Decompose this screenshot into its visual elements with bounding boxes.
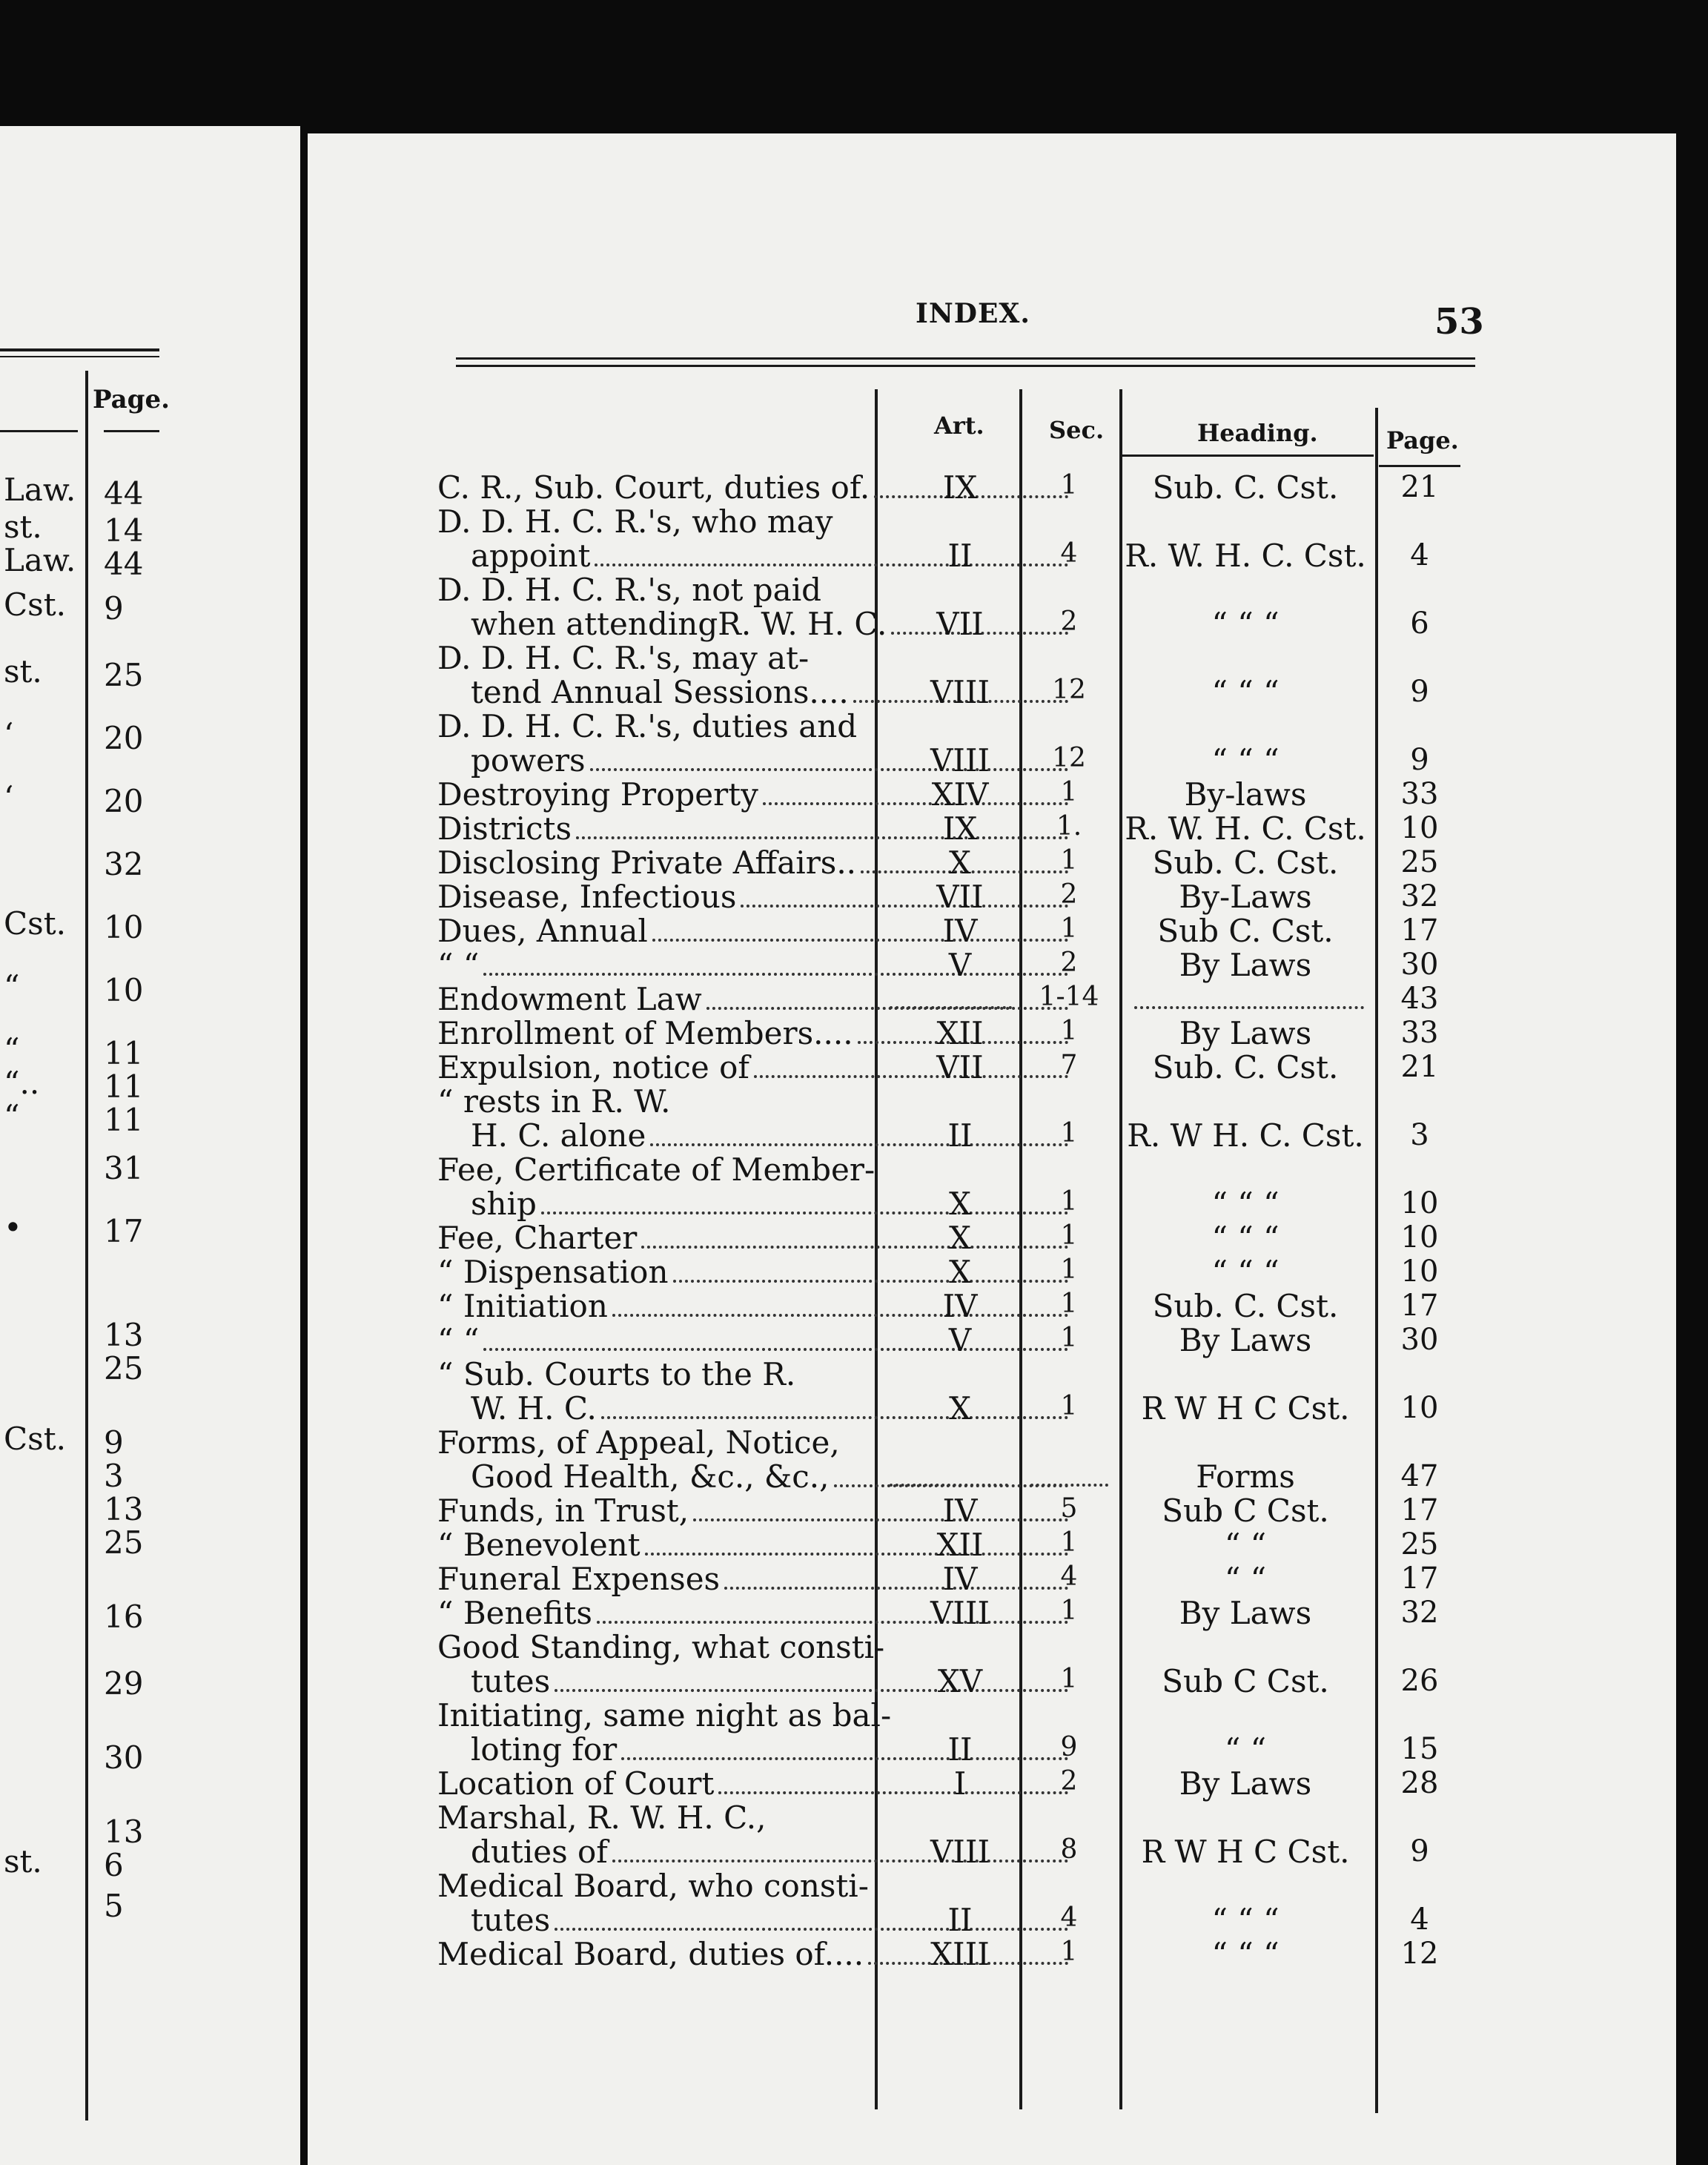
empty-sec-dots <box>1030 1484 1108 1487</box>
entry-heading: Sub. C. Cst. <box>1152 844 1339 881</box>
entry-text: Dues, Annual <box>437 913 648 949</box>
entry-text: Districts <box>437 810 572 847</box>
entry-art: VII <box>936 879 984 915</box>
entry-art: XIV <box>931 776 989 813</box>
entry-sec: 7 <box>1060 1050 1078 1080</box>
entry-sec: 1 <box>1060 1220 1078 1251</box>
left-row-page: 16 <box>104 1599 144 1635</box>
left-row-heading: “ <box>4 968 20 1005</box>
left-row-heading: • <box>4 1209 22 1246</box>
entry-heading: By Laws <box>1179 1765 1312 1802</box>
entry-heading: “ “ “ <box>1211 1936 1280 1972</box>
entry-page: 17 <box>1379 1564 1460 1593</box>
entry-page: 9 <box>1379 677 1460 707</box>
entry-sec: 9 <box>1060 1732 1078 1762</box>
empty-art-dots <box>890 1484 1008 1487</box>
entry-text: duties of <box>471 1834 608 1870</box>
entry-page: 25 <box>1379 847 1460 877</box>
entry-art: IV <box>942 1561 978 1597</box>
entry-line <box>437 1358 1071 1392</box>
entry-art: II <box>947 1902 973 1938</box>
entry-line <box>437 505 1071 539</box>
entry-heading: R. W. H. C. Cst. <box>1125 810 1366 847</box>
entry-text: Good Health, &c., &c., <box>471 1458 830 1495</box>
entry-sec: 1 <box>1060 1255 1078 1285</box>
entry-sec: 1 <box>1060 1289 1078 1319</box>
left-row-page: 10 <box>104 909 144 945</box>
top-rule <box>0 348 159 351</box>
header-rule-top <box>456 357 1475 360</box>
page-title: INDEX. <box>916 298 1030 329</box>
entry-text: ship <box>471 1186 537 1222</box>
left-row-page: 11 <box>104 1035 144 1071</box>
left-row-page: 13 <box>104 1317 144 1353</box>
left-row-page: 20 <box>104 720 144 756</box>
left-row-page: 13 <box>104 1814 144 1850</box>
entry-text: Expulsion, notice of <box>437 1049 749 1085</box>
entry-text: Endowment Law <box>437 981 702 1017</box>
entry-art: IV <box>942 1493 978 1529</box>
entry-heading: Sub C. Cst. <box>1157 913 1334 949</box>
entry-art: IX <box>942 469 978 506</box>
entry-heading: R. W H. C. Cst. <box>1127 1117 1364 1154</box>
top-rule-thin <box>0 356 159 357</box>
entry-page: 6 <box>1379 609 1460 638</box>
entry-art: XV <box>937 1663 983 1699</box>
entry-heading: R. W. H. C. Cst. <box>1125 538 1366 574</box>
left-row-heading: Law. <box>4 542 76 578</box>
left-row-page: 17 <box>104 1213 144 1249</box>
entry-page: 10 <box>1379 1393 1460 1423</box>
entry-heading: “ “ <box>1224 1731 1267 1768</box>
entry-text: Marshal, R. W. H. C., <box>437 1799 767 1836</box>
left-row-page: 25 <box>104 657 144 693</box>
entry-line <box>437 573 1071 607</box>
entry-sec: 2 <box>1060 948 1078 978</box>
entry-heading: Forms <box>1196 1458 1295 1495</box>
empty-art-dots <box>890 1006 1012 1009</box>
entry-text: loting for <box>471 1731 618 1768</box>
entry-text: “ Benefits <box>437 1595 592 1631</box>
entry-art: X <box>949 1390 971 1427</box>
entry-text: “ “ <box>437 947 480 983</box>
entry-heading: By-laws <box>1184 776 1307 813</box>
entry-line <box>437 710 1071 744</box>
entry-heading: “ “ “ <box>1211 606 1280 642</box>
entry-text: “ rests in R. W. <box>437 1083 671 1120</box>
column-rule-2 <box>104 430 159 432</box>
left-row-page: 10 <box>104 972 144 1008</box>
index-entry <box>437 982 1071 1017</box>
entry-art: VIII <box>930 674 990 710</box>
entry-page: 4 <box>1379 541 1460 570</box>
left-row-heading: Cst. <box>4 1421 66 1457</box>
entry-page: 15 <box>1379 1734 1460 1764</box>
entry-text: tend Annual Sessions.... <box>471 674 849 710</box>
entry-text: “ “ <box>437 1322 480 1358</box>
entry-heading: “ “ “ <box>1211 1254 1280 1290</box>
entry-page: 9 <box>1379 745 1460 775</box>
leader-dots <box>706 1007 1068 1010</box>
col-art-header: Art. <box>934 411 984 440</box>
left-row-page: 9 <box>104 590 124 627</box>
entry-sec: 2 <box>1060 606 1078 637</box>
entry-text: D. D. H. C. R.'s, who may <box>437 503 833 540</box>
entry-text: Disease, Infectious <box>437 879 737 915</box>
entry-text: Funds, in Trust, <box>437 1493 689 1529</box>
entry-line <box>437 1699 1071 1733</box>
entry-sec: 4 <box>1060 1561 1078 1592</box>
entry-heading: By Laws <box>1179 1595 1312 1631</box>
entry-text: tutes <box>471 1902 551 1938</box>
entry-sec: 2 <box>1060 879 1078 910</box>
left-row-heading: Law. <box>4 472 76 508</box>
left-row-heading: Cst. <box>4 905 66 942</box>
entry-text: tutes <box>471 1663 551 1699</box>
entry-page: 3 <box>1379 1120 1460 1150</box>
entry-text: Medical Board, duties of.... <box>437 1936 864 1972</box>
column-divider <box>85 371 88 2121</box>
left-row-page: 25 <box>104 1350 144 1386</box>
entry-text: D. D. H. C. R.'s, duties and <box>437 708 858 744</box>
entry-art: II <box>947 538 973 574</box>
entry-page: 47 <box>1379 1461 1460 1491</box>
left-row-heading: st. <box>4 509 42 545</box>
entry-line <box>437 982 1071 1017</box>
entry-text: Initiating, same night as bal- <box>437 1697 892 1733</box>
left-row-page: 44 <box>104 475 144 512</box>
entry-text: Funeral Expenses <box>437 1561 721 1597</box>
entry-sec: 12 <box>1052 675 1086 705</box>
entry-text: Disclosing Private Affairs.. <box>437 844 857 881</box>
entry-text: C. R., Sub. Court, duties of. <box>437 469 870 506</box>
entry-page: 17 <box>1379 1495 1460 1525</box>
entry-text: D. D. H. C. R.'s, not paid <box>437 572 822 608</box>
entry-text: Enrollment of Members.... <box>437 1015 853 1051</box>
entry-heading: By Laws <box>1179 1322 1312 1358</box>
entry-art: XIII <box>930 1936 990 1972</box>
entry-art: X <box>949 1254 971 1290</box>
entry-line <box>437 1460 1071 1495</box>
left-row-heading: st. <box>4 1843 42 1880</box>
entry-page: 9 <box>1379 1837 1460 1866</box>
entry-heading: “ “ “ <box>1211 1220 1280 1256</box>
entry-heading: Sub C Cst. <box>1162 1663 1329 1699</box>
left-row-page: 3 <box>104 1458 124 1494</box>
left-row-page: 31 <box>104 1150 144 1186</box>
entry-heading: By Laws <box>1179 1015 1312 1051</box>
left-row-heading: st. <box>4 653 42 690</box>
entry-text: when attendingR. W. H. C. <box>471 606 887 642</box>
left-row-heading: ‘ <box>4 716 14 753</box>
page-underline <box>1379 465 1460 467</box>
entry-sec: 1 <box>1060 1527 1078 1558</box>
entry-art: VIII <box>930 1834 990 1870</box>
left-row-page: 20 <box>104 783 144 819</box>
entry-page: 30 <box>1379 1325 1460 1355</box>
left-row-heading: ‘ <box>4 779 14 816</box>
entry-art: VIII <box>930 1595 990 1631</box>
entry-art: VIII <box>930 742 990 779</box>
entry-page: 30 <box>1379 950 1460 979</box>
entry-page: 4 <box>1379 1905 1460 1934</box>
left-row-heading: “.. <box>4 1065 40 1101</box>
entry-text: H. C. alone <box>471 1117 646 1154</box>
entry-art: X <box>949 1220 971 1256</box>
entry-heading: Sub. C. Cst. <box>1152 1049 1339 1085</box>
entry-page: 17 <box>1379 916 1460 945</box>
entry-page: 12 <box>1379 1939 1460 1969</box>
left-row-page: 29 <box>104 1665 144 1702</box>
left-page-fragment <box>0 126 300 2165</box>
left-row-page: 9 <box>104 1424 124 1461</box>
entry-text: “ Initiation <box>437 1288 608 1324</box>
entry-text: Fee, Charter <box>437 1220 638 1256</box>
entry-text: powers <box>471 742 586 779</box>
entry-heading: “ “ <box>1224 1561 1267 1597</box>
entry-heading: “ “ “ <box>1211 674 1280 710</box>
header-rule-bottom <box>456 365 1475 367</box>
entry-heading: Sub C Cst. <box>1162 1493 1329 1529</box>
entry-sec: 1. <box>1056 811 1082 842</box>
entry-sec: 1 <box>1060 470 1078 500</box>
left-row-page: 5 <box>104 1888 124 1924</box>
entry-page: 28 <box>1379 1768 1460 1798</box>
entry-art: VII <box>936 1049 984 1085</box>
entry-sec: 1 <box>1060 1118 1078 1148</box>
entry-text: “ Benevolent <box>437 1527 640 1563</box>
entry-sec: 1 <box>1060 1186 1078 1217</box>
entry-line <box>437 1869 1071 1903</box>
entry-text: W. H. C. <box>471 1390 597 1427</box>
entry-page: 33 <box>1379 1018 1460 1048</box>
entry-art: II <box>947 1117 973 1154</box>
entry-sec: 5 <box>1060 1493 1078 1524</box>
entry-page: 32 <box>1379 882 1460 911</box>
entry-heading: “ “ <box>1224 1527 1267 1563</box>
left-row-page: 6 <box>104 1847 124 1883</box>
entry-line <box>437 1426 1071 1460</box>
entry-sec: 1 <box>1060 1596 1078 1626</box>
entry-art: IV <box>942 1288 978 1324</box>
entry-sec: 1 <box>1060 913 1078 944</box>
entry-art: XII <box>936 1527 984 1563</box>
entry-art: XII <box>936 1015 984 1051</box>
entry-text: Good Standing, what consti- <box>437 1629 885 1665</box>
entry-text: “ Sub. Courts to the R. <box>437 1356 796 1392</box>
entry-page: 43 <box>1379 984 1460 1014</box>
col-page-header: Page. <box>1386 426 1459 455</box>
entry-sec: 1 <box>1060 1664 1078 1694</box>
entry-page: 10 <box>1379 1257 1460 1286</box>
entry-page: 10 <box>1379 1189 1460 1218</box>
index-page <box>308 133 1676 2165</box>
entry-sec: 1 <box>1060 1391 1078 1421</box>
entry-art: X <box>949 844 971 881</box>
left-row-page: 32 <box>104 846 144 882</box>
entry-art: VII <box>936 606 984 642</box>
page-number: 53 <box>1434 301 1484 343</box>
entry-sec: 2 <box>1060 1766 1078 1797</box>
entry-line <box>437 1801 1071 1835</box>
entry-line <box>437 1153 1071 1187</box>
entry-heading: “ “ “ <box>1211 742 1280 779</box>
left-row-page: 11 <box>104 1102 144 1138</box>
entry-text: Fee, Certificate of Member- <box>437 1151 875 1188</box>
left-column-header: Page. <box>93 385 170 414</box>
entry-art: IX <box>942 810 978 847</box>
entry-page: 10 <box>1379 813 1460 843</box>
entry-sec: 1 <box>1060 1016 1078 1046</box>
entry-page: 32 <box>1379 1598 1460 1627</box>
left-row-page: 44 <box>104 546 144 582</box>
entry-sec: 4 <box>1060 538 1078 569</box>
entry-page: 21 <box>1379 472 1460 502</box>
empty-heading-dots <box>1134 1006 1364 1009</box>
entry-art: I <box>953 1765 967 1802</box>
left-row-heading: “ <box>4 1098 20 1134</box>
left-row-page: 25 <box>104 1524 144 1561</box>
entry-text: Forms, of Appeal, Notice, <box>437 1424 840 1461</box>
entry-heading: R W H C Cst. <box>1141 1834 1350 1870</box>
entry-heading: “ “ “ <box>1211 1902 1280 1938</box>
entry-art: X <box>949 1186 971 1222</box>
entry-sec: 8 <box>1060 1834 1078 1865</box>
entry-sec: 1 <box>1060 1323 1078 1353</box>
entry-heading: Sub. C. Cst. <box>1152 1288 1339 1324</box>
entry-heading: By Laws <box>1179 947 1312 983</box>
entry-sec: 1 <box>1060 845 1078 876</box>
col-sec-header: Sec. <box>1049 416 1105 444</box>
entry-sec: 1 <box>1060 1937 1078 1967</box>
entry-line <box>437 1085 1071 1119</box>
entry-heading: Sub. C. Cst. <box>1152 469 1339 506</box>
entry-text: Medical Board, who consti- <box>437 1868 869 1904</box>
entry-page: 17 <box>1379 1291 1460 1321</box>
left-row-page: 14 <box>104 512 144 549</box>
entry-text: Location of Court <box>437 1765 715 1802</box>
left-row-page: 13 <box>104 1491 144 1527</box>
entry-art: IV <box>942 913 978 949</box>
left-row-heading: “ <box>4 1031 20 1068</box>
entry-art: II <box>947 1731 973 1768</box>
left-row-heading: Cst. <box>4 586 66 623</box>
entry-sec: 1-14 <box>1039 982 1099 1012</box>
heading-underline <box>1122 455 1374 457</box>
entry-line <box>437 641 1071 675</box>
divider-heading <box>1119 389 1122 2109</box>
left-row-page: 11 <box>104 1068 144 1105</box>
entry-sec: 1 <box>1060 777 1078 807</box>
entry-heading: By-Laws <box>1179 879 1312 915</box>
col-heading-header: Heading. <box>1197 419 1318 447</box>
entry-text: appoint <box>471 538 591 574</box>
entry-heading: “ “ “ <box>1211 1186 1280 1222</box>
entry-sec: 12 <box>1052 743 1086 773</box>
entry-text: “ Dispensation <box>437 1254 669 1290</box>
entry-heading: R W H C Cst. <box>1141 1390 1350 1427</box>
entry-page: 33 <box>1379 779 1460 809</box>
entry-text: Destroying Property <box>437 776 758 813</box>
entry-line <box>437 1630 1071 1665</box>
entry-page: 25 <box>1379 1530 1460 1559</box>
entry-page: 21 <box>1379 1052 1460 1082</box>
entry-art: V <box>948 947 972 983</box>
entry-art: V <box>948 1322 972 1358</box>
entry-sec: 4 <box>1060 1903 1078 1933</box>
column-rule <box>0 430 78 432</box>
entry-page: 26 <box>1379 1666 1460 1696</box>
left-row-page: 30 <box>104 1739 144 1776</box>
entry-text: D. D. H. C. R.'s, may at- <box>437 640 810 676</box>
divider-page <box>1375 408 1378 2113</box>
entry-page: 10 <box>1379 1223 1460 1252</box>
